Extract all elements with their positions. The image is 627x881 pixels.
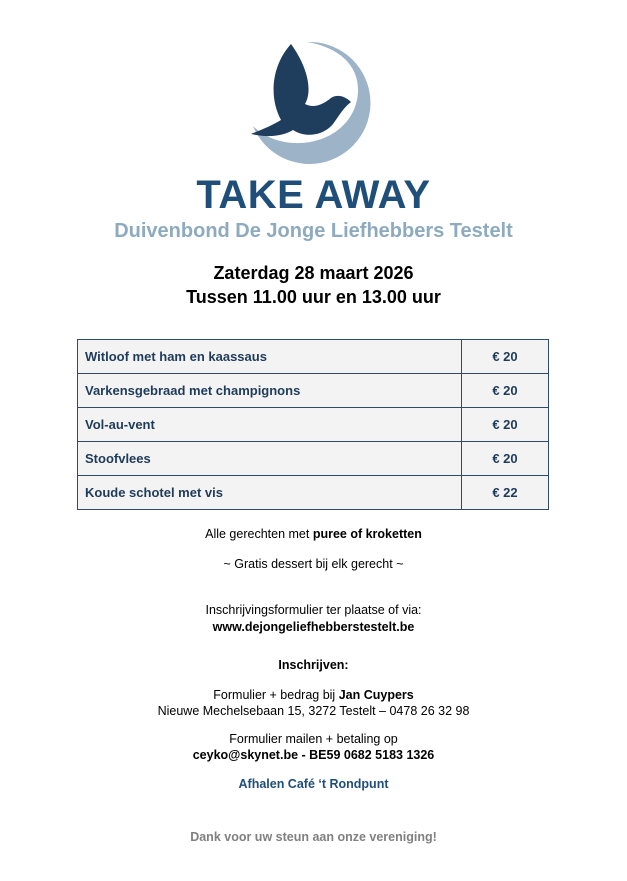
pickup-location: Afhalen Café ‘t Rondpunt [238,777,389,791]
register-prefix: Formulier + bedrag bij [213,688,339,702]
dessert-note: ~ Gratis dessert bij elk gerecht ~ [223,557,404,571]
page-title: TAKE AWAY [196,173,431,217]
register-heading: Inschrijven: [278,658,349,672]
menu-row [78,442,549,476]
menu-table [77,339,549,510]
dish-price: € 20 [462,442,549,476]
dish-price: € 22 [462,476,549,510]
sides-note [0,527,627,541]
thanks-note: Dank voor uw steun aan onze vereniging! [190,830,437,844]
menu-row [78,340,549,374]
dish-name: Varkensgebraad met champignons [78,374,462,408]
register-text [0,688,627,702]
menu-row [78,476,549,510]
form-text: Inschrijvingsformulier ter plaatse of via: [205,603,422,617]
menu-row [78,408,549,442]
sides-prefix: Alle gerechten met [205,527,313,541]
dove-moon-icon [247,38,375,164]
mail-details[interactable]: ceyko@skynet.be - BE59 0682 5183 1326 [192,748,435,762]
moon-crescent [253,42,370,164]
dish-name: Witloof met ham en kaassaus [78,340,462,374]
register-name: Jan Cuypers [338,688,414,702]
sides-bold: puree of kroketten [312,527,422,541]
address: Nieuwe Mechelsebaan 15, 3272 Testelt – 0478 26 32 98 [157,704,470,718]
mail-text: Formulier mailen + betaling op [229,732,398,746]
dish-name: Koude schotel met vis [78,476,462,510]
club-name: Duivenbond De Jonge Liefhebbers Testelt [114,220,513,242]
event-time: Tussen 11.00 uur en 13.00 uur [186,287,441,307]
menu-row [78,374,549,408]
dish-price: € 20 [462,340,549,374]
dove-shape [251,44,351,136]
dish-price: € 20 [462,374,549,408]
dish-price: € 20 [462,408,549,442]
dish-name: Vol-au-vent [78,408,462,442]
website-link[interactable]: www.dejongeliefhebberstestelt.be [212,620,415,634]
event-date: Zaterdag 28 maart 2026 [213,263,414,283]
dish-name: Stoofvlees [78,442,462,476]
